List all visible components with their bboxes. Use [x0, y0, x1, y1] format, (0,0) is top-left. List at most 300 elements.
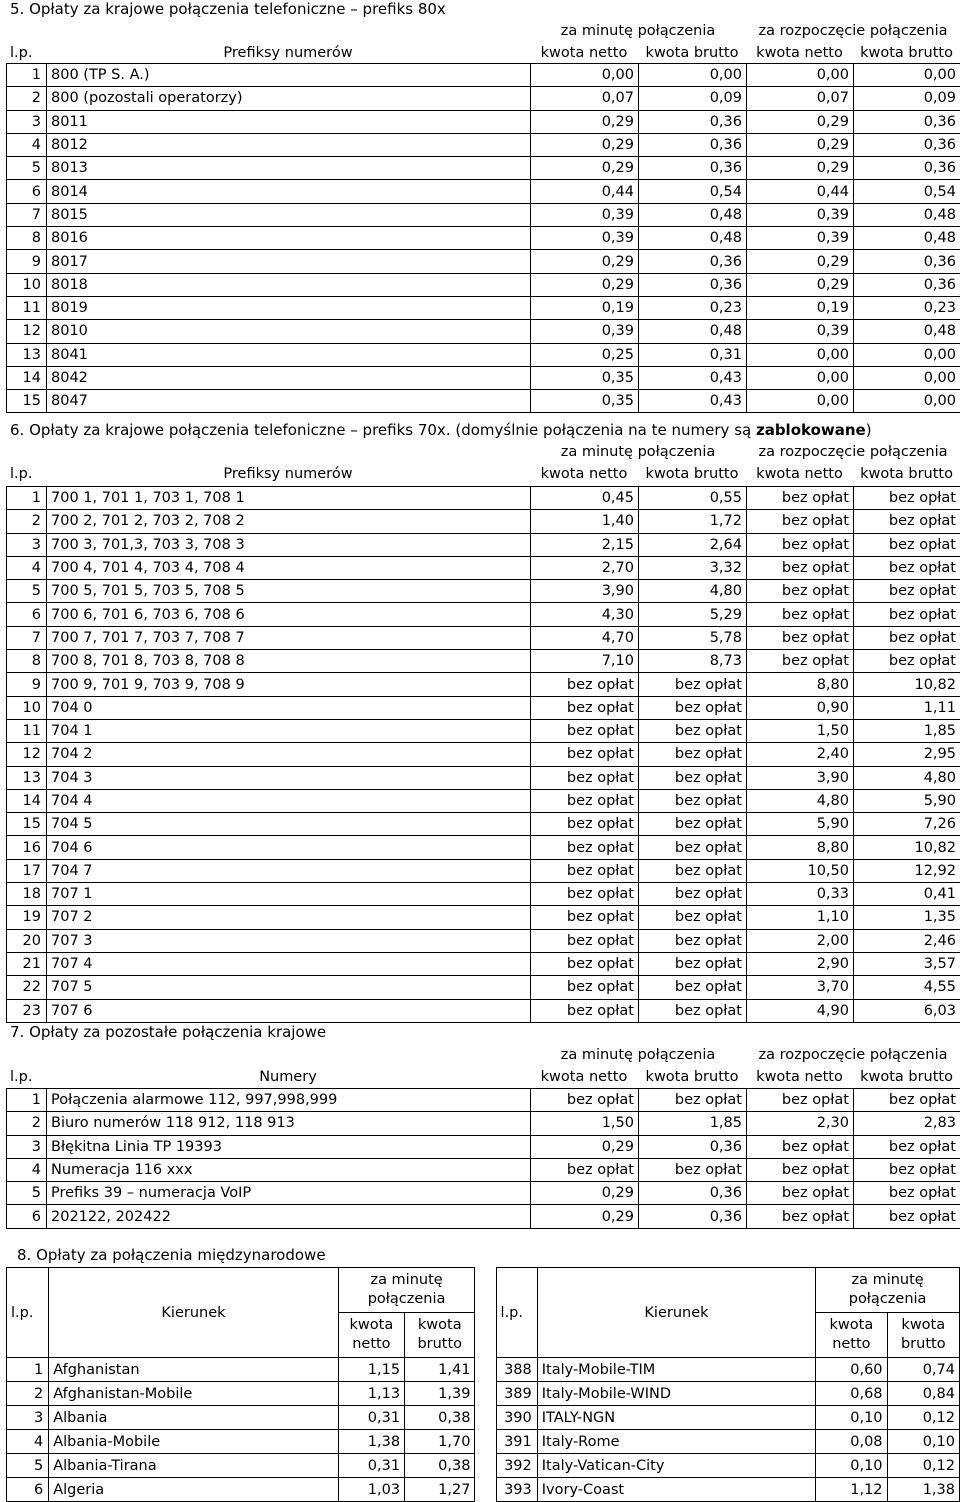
price-cell: bez opłat [854, 1158, 960, 1181]
price-cell: 0,48 [854, 320, 960, 343]
row-number: 3 [7, 1135, 47, 1158]
table-row [7, 603, 960, 626]
price-cell: 4,30 [531, 603, 639, 626]
price-cell: 0,36 [639, 273, 747, 296]
price-cell: bez opłat [639, 719, 747, 742]
row-number: 1 [7, 1358, 49, 1382]
table-row [7, 1406, 960, 1430]
price-cell: 5,90 [747, 813, 854, 836]
row-number: 5 [7, 157, 47, 180]
country-name: Italy-Rome [537, 1430, 815, 1454]
row-label: 8010 [47, 320, 531, 343]
price-cell: 4,90 [747, 999, 854, 1022]
price-cell: bez opłat [854, 1182, 960, 1205]
table-row [7, 1478, 960, 1502]
row-number: 13 [7, 343, 47, 366]
price-cell: 0,00 [854, 64, 960, 87]
price-cell: 10,82 [854, 836, 960, 859]
price-cell: 0,36 [639, 1205, 747, 1228]
row-number: 7 [7, 203, 47, 226]
row-label: 704 7 [47, 859, 531, 882]
price-cell: 5,90 [854, 789, 960, 812]
brutto-header: kwota brutto [638, 42, 746, 64]
price-cell: 1,50 [747, 719, 854, 742]
row-number: 10 [7, 696, 47, 719]
price-cell: bez opłat [531, 883, 639, 906]
price-cell: bez opłat [747, 487, 854, 510]
row-number: 17 [7, 859, 47, 882]
table-gap [475, 1406, 496, 1430]
price-cell: bez opłat [747, 580, 854, 603]
table-row [7, 1454, 960, 1478]
price-cell: bez opłat [531, 952, 639, 975]
price-cell: 2,95 [854, 743, 960, 766]
price-cell: bez opłat [854, 1135, 960, 1158]
direction-header: Kierunek [49, 1268, 339, 1358]
country-name: Algeria [49, 1478, 339, 1502]
netto-header: kwota netto [530, 1066, 638, 1088]
table-row [7, 673, 960, 696]
table-row [7, 366, 960, 389]
row-number: 2 [7, 87, 47, 110]
price-cell: 2,83 [854, 1112, 960, 1135]
price-cell: bez opłat [639, 906, 747, 929]
price-cell: 0,07 [747, 87, 854, 110]
row-number: 393 [496, 1478, 537, 1502]
price-cell: 0,54 [854, 180, 960, 203]
price-cell: 0,29 [747, 273, 854, 296]
price-cell: 1,85 [854, 719, 960, 742]
price-cell: 0,55 [639, 487, 747, 510]
price-cell: 0,36 [639, 110, 747, 133]
price-cell: 0,39 [531, 203, 639, 226]
price-cell: bez opłat [747, 1135, 854, 1158]
row-label: 8042 [47, 366, 531, 389]
price-cell: 0,36 [639, 1182, 747, 1205]
price-cell: bez opłat [531, 929, 639, 952]
price-cell: 0,31 [338, 1406, 404, 1430]
row-label: 8041 [47, 343, 531, 366]
brutto-header: kwota brutto [638, 463, 746, 485]
netto-header: kwota netto [746, 1066, 853, 1088]
price-cell: 12,92 [854, 859, 960, 882]
row-number: 15 [7, 390, 47, 413]
price-cell: bez opłat [639, 1089, 747, 1112]
price-cell: 0,54 [639, 180, 747, 203]
brutto-header: kwota brutto [638, 1066, 746, 1088]
price-cell: 0,10 [816, 1454, 887, 1478]
row-number: 6 [7, 1205, 47, 1228]
price-cell: 4,80 [639, 580, 747, 603]
price-cell: bez opłat [531, 859, 639, 882]
country-name: Italy-Vatican-City [537, 1454, 815, 1478]
row-number: 1 [7, 64, 47, 87]
section-8-title: 8. Opłaty za połączenia międzynarodowe [17, 1246, 326, 1264]
netto-header: kwota netto [816, 1313, 887, 1358]
price-cell: 0,39 [531, 227, 639, 250]
table-gap [475, 1454, 496, 1478]
netto-header: kwota netto [338, 1313, 404, 1358]
row-number: 12 [7, 743, 47, 766]
row-number: 4 [7, 133, 47, 156]
price-cell: 1,35 [854, 906, 960, 929]
row-number: 3 [7, 533, 47, 556]
table-row [7, 999, 960, 1022]
price-cell: bez opłat [531, 836, 639, 859]
price-cell: 0,29 [531, 133, 639, 156]
price-cell: 2,64 [639, 533, 747, 556]
price-cell: 3,90 [531, 580, 639, 603]
price-cell: 0,29 [531, 250, 639, 273]
price-cell: 1,50 [531, 1112, 639, 1135]
row-label: Prefiks 39 – numeracja VoIP [47, 1182, 531, 1205]
table-row [7, 533, 960, 556]
price-cell: 0,00 [854, 390, 960, 413]
price-cell: 0,29 [531, 1182, 639, 1205]
price-cell: 2,46 [854, 929, 960, 952]
row-number: 5 [7, 580, 47, 603]
row-label: 700 4, 701 4, 703 4, 708 4 [47, 556, 531, 579]
table-row [7, 203, 960, 226]
table-row [7, 64, 960, 87]
price-cell: 0,29 [531, 110, 639, 133]
section-6-title-bold: zablokowane [756, 421, 866, 439]
row-label: 700 3, 701,3, 703 3, 708 3 [47, 533, 531, 556]
price-cell: bez opłat [531, 743, 639, 766]
price-cell: 8,73 [639, 650, 747, 673]
price-cell: bez opłat [747, 510, 854, 533]
table-gap [475, 1268, 496, 1358]
brutto-header: kwota brutto [853, 42, 960, 64]
price-cell: bez opłat [639, 836, 747, 859]
price-cell: 0,39 [531, 320, 639, 343]
price-cell: 4,80 [747, 789, 854, 812]
brutto-header: kwota brutto [887, 1313, 959, 1358]
section-6-title [10, 421, 872, 439]
row-label: 707 4 [47, 952, 531, 975]
row-number: 2 [7, 1112, 47, 1135]
row-number: 12 [7, 320, 47, 343]
numbers-header: Numery [46, 1066, 530, 1088]
price-cell: 1,41 [405, 1358, 475, 1382]
table-row [7, 133, 960, 156]
table-row [7, 883, 960, 906]
price-cell: bez opłat [854, 556, 960, 579]
price-cell: bez opłat [854, 510, 960, 533]
row-number: 8 [7, 227, 47, 250]
netto-header: kwota netto [530, 463, 638, 485]
price-cell: 0,48 [639, 320, 747, 343]
row-label: 700 2, 701 2, 703 2, 708 2 [47, 510, 531, 533]
price-cell: bez opłat [854, 580, 960, 603]
price-cell: bez opłat [854, 487, 960, 510]
price-cell: 0,33 [747, 883, 854, 906]
netto-header: kwota netto [530, 42, 638, 64]
brutto-header: kwota brutto [405, 1313, 475, 1358]
table-row [7, 1135, 960, 1158]
price-cell: 0,25 [531, 343, 639, 366]
price-cell: 7,26 [854, 813, 960, 836]
price-cell: bez opłat [854, 533, 960, 556]
price-cell: 0,29 [531, 157, 639, 180]
row-label: Biuro numerów 118 912, 118 913 [47, 1112, 531, 1135]
price-cell: bez opłat [747, 1158, 854, 1181]
country-name: ITALY-NGN [537, 1406, 815, 1430]
row-number: 2 [7, 510, 47, 533]
price-cell: bez opłat [747, 1205, 854, 1228]
row-label: 704 4 [47, 789, 531, 812]
table-gap [475, 1430, 496, 1454]
price-cell: 0,43 [639, 366, 747, 389]
row-number: 390 [496, 1406, 537, 1430]
table-row [7, 952, 960, 975]
price-cell: bez opłat [639, 1158, 747, 1181]
row-number: 21 [7, 952, 47, 975]
price-cell: 0,23 [854, 296, 960, 319]
country-name: Albania-Mobile [49, 1430, 339, 1454]
row-number: 14 [7, 789, 47, 812]
row-number: 22 [7, 976, 47, 999]
row-number: 5 [7, 1182, 47, 1205]
price-cell: bez opłat [854, 1089, 960, 1112]
price-cell: 0,84 [887, 1382, 959, 1406]
per-start-header: za rozpoczęcie połączenia [746, 1044, 960, 1066]
price-cell: 0,36 [854, 110, 960, 133]
price-cell: 0,12 [887, 1454, 959, 1478]
price-cell: 1,39 [405, 1382, 475, 1406]
row-number: 20 [7, 929, 47, 952]
table-row [7, 87, 960, 110]
row-number: 14 [7, 366, 47, 389]
row-number: 392 [496, 1454, 537, 1478]
per-start-header: za rozpoczęcie połączenia [746, 20, 960, 42]
table-row [7, 343, 960, 366]
lp-header: l.p. [6, 42, 46, 64]
per-minute-header: za minutę połączenia [530, 1044, 746, 1066]
price-cell: bez opłat [531, 1158, 639, 1181]
row-label: 707 2 [47, 906, 531, 929]
country-name: Afghanistan-Mobile [49, 1382, 339, 1406]
row-label: 707 1 [47, 883, 531, 906]
row-label: 700 9, 701 9, 703 9, 708 9 [47, 673, 531, 696]
country-name: Albania [49, 1406, 339, 1430]
table-row [7, 273, 960, 296]
table-row [7, 390, 960, 413]
section-6-title-text: 6. Opłaty za krajowe połączenia telefoniczne – prefiks 70x. (domyślnie połączenia na te numery są [10, 421, 756, 439]
table-row [7, 696, 960, 719]
price-cell: 0,29 [531, 1205, 639, 1228]
table-row [7, 859, 960, 882]
price-cell: 0,48 [639, 227, 747, 250]
price-cell: 0,09 [639, 87, 747, 110]
table-row [7, 1089, 960, 1112]
price-cell: 1,38 [338, 1430, 404, 1454]
row-label: 700 5, 701 5, 703 5, 708 5 [47, 580, 531, 603]
netto-header: kwota netto [746, 42, 853, 64]
price-cell: 0,23 [639, 296, 747, 319]
price-cell: 0,36 [639, 1135, 747, 1158]
price-cell: 0,38 [405, 1454, 475, 1478]
lp-header: l.p. [6, 1066, 46, 1088]
price-cell: 8,80 [747, 836, 854, 859]
price-cell: 0,90 [747, 696, 854, 719]
price-cell: 2,00 [747, 929, 854, 952]
table-row [7, 906, 960, 929]
row-number: 391 [496, 1430, 537, 1454]
row-label: Numeracja 116 xxx [47, 1158, 531, 1181]
row-number: 1 [7, 487, 47, 510]
price-cell: 0,00 [747, 64, 854, 87]
row-label: 800 (pozostali operatorzy) [47, 87, 531, 110]
row-label: 700 1, 701 1, 703 1, 708 1 [47, 487, 531, 510]
section-8-table [6, 1267, 960, 1502]
price-cell: 0,29 [531, 273, 639, 296]
row-label: 704 1 [47, 719, 531, 742]
price-cell: bez opłat [639, 789, 747, 812]
row-label: 704 2 [47, 743, 531, 766]
price-cell: 0,29 [531, 1135, 639, 1158]
section-5-title: 5. Opłaty za krajowe połączenia telefoniczne – prefiks 80x [10, 0, 446, 18]
price-cell: bez opłat [531, 906, 639, 929]
country-name: Italy-Mobile-TIM [537, 1358, 815, 1382]
price-cell: bez opłat [747, 626, 854, 649]
price-cell: bez opłat [747, 556, 854, 579]
table-row [7, 227, 960, 250]
price-cell: bez opłat [639, 696, 747, 719]
lp-header: l.p. [6, 463, 46, 485]
price-cell: 0,45 [531, 487, 639, 510]
netto-header: kwota netto [746, 463, 853, 485]
brutto-header: kwota brutto [853, 463, 960, 485]
price-cell: 1,38 [887, 1478, 959, 1502]
lp-header: l.p. [7, 1268, 49, 1358]
price-cell: 0,09 [854, 87, 960, 110]
price-cell: 10,82 [854, 673, 960, 696]
price-cell: bez opłat [747, 533, 854, 556]
price-cell: 0,35 [531, 366, 639, 389]
row-label: Błękitna Linia TP 19393 [47, 1135, 531, 1158]
row-label: 8012 [47, 133, 531, 156]
row-label: 704 5 [47, 813, 531, 836]
row-label: Połączenia alarmowe 112, 997,998,999 [47, 1089, 531, 1112]
row-label: 8014 [47, 180, 531, 203]
row-label: 700 7, 701 7, 703 7, 708 7 [47, 626, 531, 649]
price-cell: 0,36 [854, 273, 960, 296]
price-cell: 0,44 [531, 180, 639, 203]
price-cell: 2,15 [531, 533, 639, 556]
price-cell: 1,85 [639, 1112, 747, 1135]
row-number: 389 [496, 1382, 537, 1406]
price-cell: 0,68 [816, 1382, 887, 1406]
price-cell: 0,43 [639, 390, 747, 413]
table-row [7, 1112, 960, 1135]
row-label: 8013 [47, 157, 531, 180]
per-minute-header: za minutę połączenia [338, 1268, 475, 1313]
row-number: 7 [7, 626, 47, 649]
price-cell: 8,80 [747, 673, 854, 696]
price-cell: 5,29 [639, 603, 747, 626]
price-cell: 0,00 [854, 366, 960, 389]
table-row [7, 1158, 960, 1181]
price-cell: 4,70 [531, 626, 639, 649]
section-6-title-end: ) [866, 421, 872, 439]
row-number: 2 [7, 1382, 49, 1406]
row-label: 707 5 [47, 976, 531, 999]
price-cell: 5,78 [639, 626, 747, 649]
price-cell: 0,08 [816, 1430, 887, 1454]
price-cell: 0,48 [854, 227, 960, 250]
row-label: 8011 [47, 110, 531, 133]
price-cell: 1,70 [405, 1430, 475, 1454]
table-row [7, 157, 960, 180]
price-cell: 0,35 [531, 390, 639, 413]
price-cell: 1,03 [338, 1478, 404, 1502]
price-cell: 0,41 [854, 883, 960, 906]
price-cell: 1,15 [338, 1358, 404, 1382]
price-cell: 3,57 [854, 952, 960, 975]
table-row [7, 1430, 960, 1454]
price-cell: 3,90 [747, 766, 854, 789]
price-cell: 0,12 [887, 1406, 959, 1430]
price-cell: 0,36 [639, 133, 747, 156]
row-number: 10 [7, 273, 47, 296]
price-cell: 1,72 [639, 510, 747, 533]
table-row [7, 110, 960, 133]
table-row [7, 789, 960, 812]
table-gap [475, 1478, 496, 1502]
price-cell: 0,00 [639, 64, 747, 87]
price-cell: 0,10 [887, 1430, 959, 1454]
price-cell: 0,00 [747, 343, 854, 366]
price-cell: 0,74 [887, 1358, 959, 1382]
table-row [7, 650, 960, 673]
price-cell: bez opłat [531, 719, 639, 742]
lp-header: l.p. [496, 1268, 537, 1358]
price-cell: 4,55 [854, 976, 960, 999]
price-cell: bez opłat [639, 999, 747, 1022]
per-minute-header: za minutę połączenia [816, 1268, 960, 1313]
price-cell: bez opłat [639, 883, 747, 906]
table-row [7, 1358, 960, 1382]
price-cell: bez opłat [854, 603, 960, 626]
price-cell: bez opłat [854, 626, 960, 649]
table-row [7, 626, 960, 649]
section-7-header [6, 1044, 960, 1089]
row-label: 8018 [47, 273, 531, 296]
section-7-title: 7. Opłaty za pozostałe połączenia krajowe [10, 1023, 326, 1041]
table-gap [475, 1382, 496, 1406]
country-name: Afghanistan [49, 1358, 339, 1382]
table-row [7, 836, 960, 859]
price-cell: 1,13 [338, 1382, 404, 1406]
table-row [7, 510, 960, 533]
row-label: 700 6, 701 6, 703 6, 708 6 [47, 603, 531, 626]
table-row [7, 719, 960, 742]
price-cell: 10,50 [747, 859, 854, 882]
row-number: 18 [7, 883, 47, 906]
per-minute-header: za minutę połączenia [530, 20, 746, 42]
price-cell: 0,36 [854, 133, 960, 156]
price-cell: 2,30 [747, 1112, 854, 1135]
price-cell: 0,10 [816, 1406, 887, 1430]
price-cell: 3,70 [747, 976, 854, 999]
price-cell: 1,12 [816, 1478, 887, 1502]
price-cell: bez opłat [531, 673, 639, 696]
price-cell: bez opłat [531, 976, 639, 999]
table-row [7, 556, 960, 579]
price-cell: 0,36 [639, 250, 747, 273]
price-cell: 0,36 [854, 157, 960, 180]
